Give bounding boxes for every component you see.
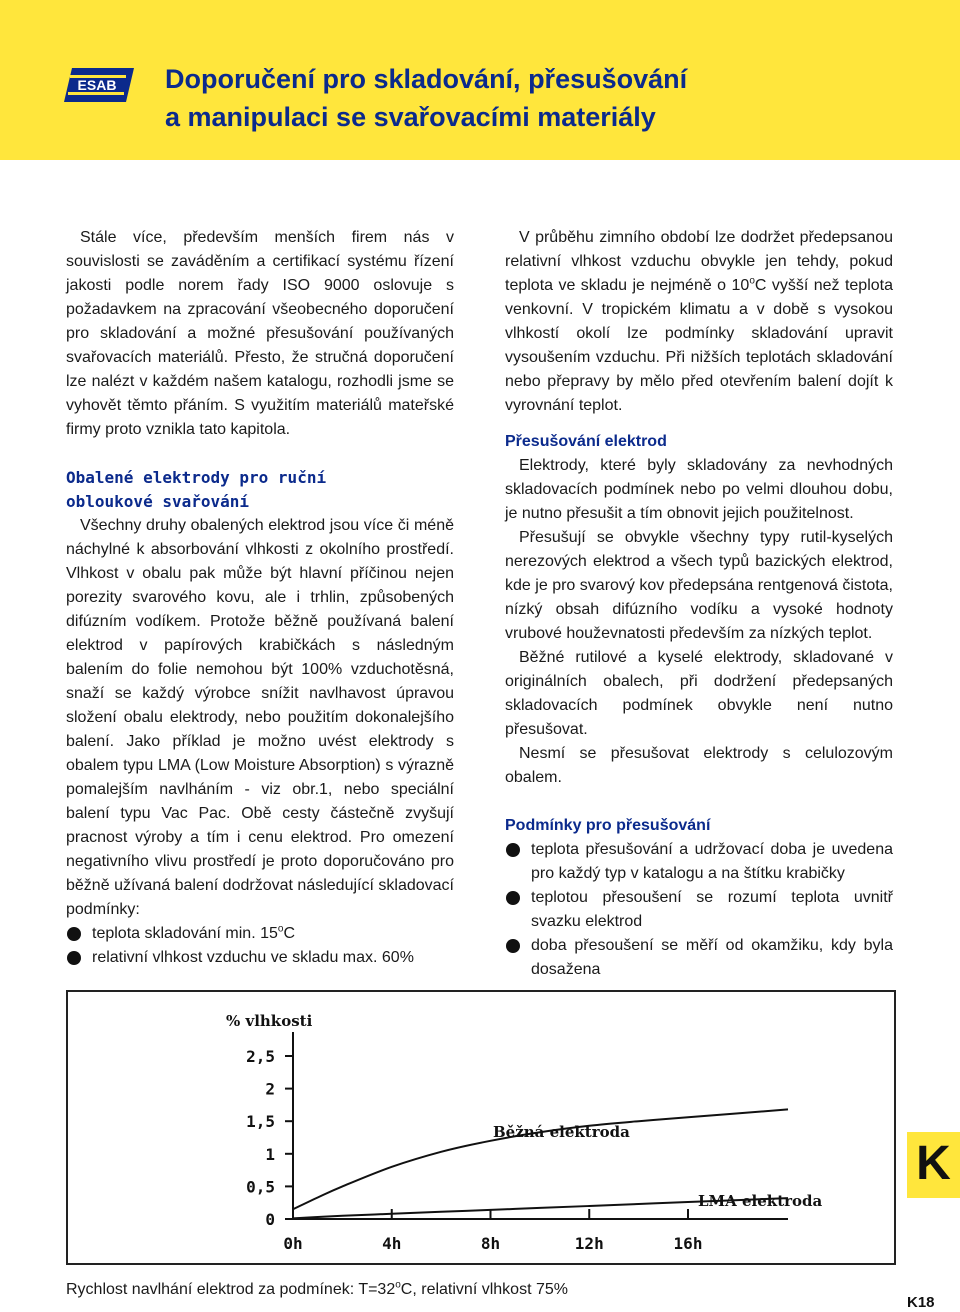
x-tick-label: 0h [283,1234,303,1253]
y-tick-label: 1,5 [246,1112,275,1132]
logo-text: ESAB [77,77,117,93]
section-tab [907,1132,960,1198]
y-axis-title: % vlhkosti [226,1012,313,1030]
section-tab-letter: K [916,1137,951,1190]
esab-logo [64,66,134,104]
drying-conditions-list [505,838,893,982]
x-tick-label: 16h [673,1234,703,1253]
series-label-1: Běžná elektroda [493,1123,630,1141]
bullet-icon [506,843,520,857]
series-label-2: LMA elektroda [698,1192,823,1210]
bullet-icon [506,939,520,953]
heading-line-1: Obalené elektrody pro ruční [66,468,327,487]
bullet-icon [506,891,520,905]
title-line-1: Doporučení pro skladování, přesušování [165,64,688,94]
page-number: K18 [907,1294,935,1311]
title-line-2: a manipulaci se svařovacími materiály [165,102,656,132]
y-tick-label: 0 [265,1210,275,1229]
degree-sup: o [749,275,755,287]
drying-paragraph-4: Nesmí se přesušovat elektrody s celulozovým obalem. [505,745,893,786]
winter-paragraph [505,226,893,418]
drying-paragraph-1: Elektrody, které byly skladovány za nevhodných skladovacích podmínek nebo po velmi dlouhou dobu, je nutno přesušit a tím obnovit jejich použitelnost. [505,457,893,522]
drying-paragraph-2: Přesušují se obvykle všechny typy rutil-kyselých nerezových elektrod a všech typů bazických elektrod, kde je pro svarový kov předepsána rentgenová čistota, nízký obsah difúzního vodíku a vysoké hodnoty vrubové houževnatosti především za nízkých teplot. [505,529,893,642]
degree-sup: o [277,923,284,935]
electrodes-paragraph: Všechny druhy obalených elektrod jsou více či méně náchylné k absorbování vlhkosti z okolního prostředí. Vlhkost v obalu pak může být hlavní příčinou nejen porezity svarového kovu, ale i trhlin, způsobených difúzním vodíkem. Protože běžně používaná balení elektrod v papírových krabičkách s následným balením do folie nemohou být 100% vzduchotěsná, snaží se každý výrobce snížit navlhavost úpravou složení obalu elektrody, nebo použitím dokonalejšího balení. Jako příklad je možno uvést elektrody s obalem typu LMA (Low Moisture Absorption) s výrazně pomalejším navlháním - viz obr.1, nebo speciální balení typu Vac Pac. Obě cesty částečně zvyšují pracnost výroby a tím i cenu elektrod. Pro omezení negativního vlivu prostředí je proto doporučováno pro běžně užívaná balení dodržovat následující skladovací podmínky: [66,517,454,918]
drying-paragraph-3: Běžné rutilové a kyselé elektrody, skladované v originálních obalech, při dodržení předepsaných skladovacích podmínek obvykle není nutno přesušovat. [505,649,893,738]
caption-text-a: Rychlost navlhání elektrod za podmínek: T=32 [66,1281,396,1298]
page-title [165,60,945,136]
header-band [0,0,960,160]
list-item [505,838,893,886]
caption-text-b: C, relativní vlhkost 75% [400,1281,568,1298]
y-tick-label: 2 [265,1079,275,1099]
degree-sup: o [395,1279,401,1291]
section-heading-electrodes [66,466,454,514]
section-heading-drying: Přesušování elektrod [505,433,667,450]
x-tick-label: 12h [574,1234,604,1253]
list-item [66,922,454,946]
chart-caption [66,1280,568,1300]
bullet-text-a: teplota skladování min. 15 [92,925,278,942]
moisture-chart [68,992,894,1263]
winter-text-a: V průběhu zimního období lze dodržet předepsanou relativní vlhkost vzduchu obvykle jen tehdy, pokud teplota ve skladu je nejméně o 10 [505,229,893,294]
list-item [505,886,893,934]
list-item [66,946,454,970]
section-heading-conditions: Podmínky pro přesušování [505,817,711,834]
winter-text-b: C vyšší než teplota venkovní. V tropickém klimatu a v době s vysokou vlhkostí okolí lze podmínky skladování upravit vysoušením vzduchu. Při nižších teplotách skladování nebo přepravy by mělo před otevřením balení dojít k vyrovnání teplot. [505,277,894,414]
y-tick-label: 2,5 [246,1047,275,1066]
bullet-text: teplotou přesoušení se rozumí teplota uvnitř svazku elektrod [531,889,893,930]
y-tick-label: 1 [265,1144,275,1164]
bullet-text: teplota přesušování a udržovací doba je uvedena pro každý typ v katalogu a na štítku krabičky [531,841,893,882]
moisture-chart-frame [66,990,896,1265]
bullet-text: relativní vlhkost vzduchu ve skladu max. 60% [92,949,414,966]
right-column [505,226,893,982]
list-item [505,934,893,982]
bullet-icon [67,951,81,965]
storage-conditions-list [66,922,454,970]
bullet-text-b: C [283,925,296,942]
intro-paragraph: Stále více, především menších firem nás v souvislosti se zaváděním a certifikací systému řízení jakosti podle norem řady ISO 9000 oslovuje s požadavkem na zpracování všeobecného doporučení pro skladování a možné přesušování používaných svařovacích materiálů. Přesto, že stručná doporučení lze nalézt v každém našem katalogu, rozhodli jsme se vyhovět těmto přáním. S využitím materiálů mateřské firmy proto vznikla tato kapitola. [66,229,454,438]
x-tick-label: 4h [382,1234,402,1253]
heading-line-2: obloukové svařování [66,492,250,511]
y-tick-label: 0,5 [246,1177,275,1197]
bullet-text: doba přesoušení se měří od okamžiku, kdy byla dosažena [531,937,893,978]
left-column [66,226,454,970]
x-tick-label: 8h [480,1234,501,1253]
bullet-icon [67,927,81,941]
